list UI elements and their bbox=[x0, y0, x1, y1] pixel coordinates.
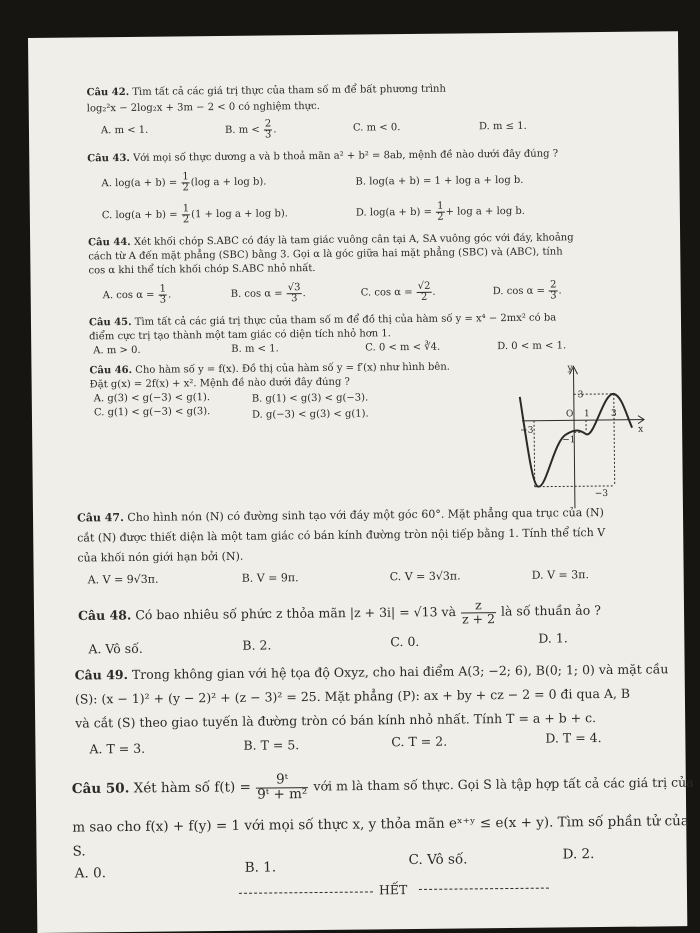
q44-option-b: B. cos α = $\frac{√3}{3}$ . bbox=[230, 282, 306, 305]
q49-option-c: C. T = 2. bbox=[391, 733, 448, 750]
q49-option-d: D. T = 4. bbox=[545, 730, 602, 746]
q49-option-a: A. T = 3. bbox=[89, 740, 146, 757]
q44-line1: Câu 44. Xét khối chóp S.ABC có đáy là tam giác vuông cân tại A, SA vuông góc với đáy, khoảng bbox=[88, 232, 574, 249]
derivative-curve bbox=[520, 394, 633, 487]
q47-line3: của khối nón giới hạn bởi (N). bbox=[77, 549, 244, 565]
footer-rule-left bbox=[239, 891, 373, 893]
exam-page bbox=[28, 31, 694, 933]
q42-option-d: D. m ≤ 1. bbox=[478, 120, 527, 133]
label-xm3: −3 bbox=[520, 425, 534, 436]
q47-option-b: B. V = 9π. bbox=[241, 571, 299, 585]
q44-option-a: A. cos α = $\frac{1}{3}$ . bbox=[102, 283, 172, 306]
q44-option-d: D. cos α = $\frac{2}{3}$ . bbox=[492, 279, 562, 302]
q46-line2: Đặt g(x) = 2f(x) + x². Mệnh đề nào dưới đây đúng ? bbox=[89, 376, 350, 391]
q42-line2: log₂²x − 2log₂x + 3m − 2 < 0 có nghiệm thực. bbox=[86, 100, 320, 115]
q50-line2: m sao cho f(x) + f(y) = 1 với mọi số thực x, y thỏa mãn eˣ⁺ʸ ≤ e(x + y). Tìm số phần tử của bbox=[72, 813, 689, 836]
q47-option-a: A. V = 9√3π. bbox=[87, 572, 159, 587]
q46-option-c: C. g(1) < g(−3) < g(3). bbox=[93, 406, 211, 419]
q47-line1: Câu 47. Cho hình nón (N) có đường sinh tạo với đáy một góc 60°. Mặt phẳng qua trục của (N) bbox=[76, 505, 604, 525]
label-ym1: −1 bbox=[562, 435, 576, 446]
x-axis-label: x bbox=[638, 424, 644, 435]
x-axis bbox=[522, 420, 644, 421]
q50-option-d: D. 2. bbox=[562, 846, 595, 863]
label-y3: 3 bbox=[577, 390, 584, 401]
q43-line1: Câu 43. Với mọi số thực dương a và b thoả mãn a² + b² = 8ab, mệnh đề nào dưới đây đúng ? bbox=[87, 148, 559, 165]
q45-option-c: C. 0 < m < ∛4. bbox=[365, 341, 441, 354]
q46-option-d: D. g(−3) < g(3) < g(1). bbox=[251, 408, 369, 421]
q50-line3: S. bbox=[72, 843, 86, 860]
q42-option-a: A. m < 1. bbox=[100, 124, 149, 137]
q49-option-b: B. T = 5. bbox=[243, 737, 300, 753]
q44-line3: cos α khi thể tích khối chóp S.ABC nhỏ nhất. bbox=[88, 263, 316, 277]
guide-x3 bbox=[614, 394, 615, 486]
q43-option-b: B. log(a + b) = 1 + log a + log b. bbox=[355, 174, 524, 188]
label-ym3: −3 bbox=[594, 488, 609, 500]
q48-option-d: D. 1. bbox=[538, 630, 568, 646]
q45-option-b: B. m < 1. bbox=[231, 343, 279, 355]
q48-option-b: B. 2. bbox=[242, 637, 272, 653]
derivative-graph bbox=[517, 362, 649, 513]
q42-line1: Câu 42. Tìm tất cả các giá trị thực của tham số m để bất phương trình bbox=[86, 83, 446, 99]
q46-line1: Câu 46. Cho hàm số y = f(x). Đồ thị của hàm số y = f′(x) như hình bên. bbox=[89, 361, 450, 377]
q44-line2: cách từ A đến mặt phẳng (SBC) bằng 3. Gọi α là góc giữa hai mặt phẳng (SBC) và (ABC), tính bbox=[88, 246, 563, 263]
footer-rule-right bbox=[419, 888, 549, 890]
q50-line1: Câu 50. Xét hàm số f(t) = $\frac{\text{9ᵗ}}{\text{9ᵗ + m²}}$ với m là tham số thực. Gọi S là tập hợp tất cả các giá trị của bbox=[71, 771, 694, 803]
q48-option-a: A. Vô số. bbox=[88, 640, 143, 657]
q48-line1: Câu 48. Có bao nhiêu số phức z thỏa mãn |z + 3i| = √13 và $\frac{z}{z + 2}$ là số thuần ảo ? bbox=[77, 597, 601, 626]
q45-option-d: D. 0 < m < 1. bbox=[497, 340, 567, 353]
q47-option-d: D. V = 3π. bbox=[531, 568, 590, 582]
q50-option-b: B. 1. bbox=[244, 859, 277, 876]
q45-option-a: A. m > 0. bbox=[93, 344, 141, 357]
q45-line2: điểm cực trị tạo thành một tam giác có diện tích nhỏ hơn 1. bbox=[89, 328, 392, 343]
q47-option-c: C. V = 3√3π. bbox=[389, 569, 461, 584]
q49-line2: (S): (x − 1)² + (y − 2)² + (z − 3)² = 25. Mặt phẳng (P): ax + by + cz − 2 = 0 đi qua A, B bbox=[74, 685, 631, 707]
q47-line2: cắt (N) được thiết diện là một tam giác có bán kính đường tròn nội tiếp bằng 1. Tính thể tích V bbox=[77, 525, 606, 545]
label-x3: 3 bbox=[610, 408, 617, 419]
q45-line1: Câu 45. Tìm tất cả các giá trị thực của tham số m để đồ thị của hàm số y = x⁴ − 2mx² có ba bbox=[88, 312, 557, 329]
q46-option-b: B. g(1) < g(3) < g(−3). bbox=[251, 392, 369, 405]
q43-option-c: C. log(a + b) = $\frac{1}{2}$ (1 + log a + log b). bbox=[101, 203, 288, 226]
label-x1: 1 bbox=[583, 409, 590, 420]
end-marker: HẾT bbox=[378, 882, 408, 898]
y-axis-label: y bbox=[567, 363, 573, 374]
q50-option-c: C. Vô số. bbox=[408, 851, 468, 869]
q48-option-c: C. 0. bbox=[390, 633, 420, 650]
q50-option-a: A. 0. bbox=[74, 865, 107, 882]
q49-line1: Câu 49. Trong không gian với hệ tọa độ Oxyz, cho hai điểm A(3; −2; 6), B(0; 1; 0) và mặt cầu bbox=[74, 661, 669, 683]
q42-option-b: B. m < $\frac{2}{3}$ . bbox=[224, 118, 277, 141]
q43-option-a: A. log(a + b) = $\frac{1}{2}$ (log a + log b). bbox=[101, 171, 267, 194]
q43-option-d: D. log(a + b) = $\frac{1}{2}$ + log a + log b. bbox=[355, 200, 526, 223]
q49-line3: và cắt (S) theo giao tuyến là đường tròn có bán kính nhỏ nhất. Tính T = a + b + c. bbox=[75, 710, 597, 731]
q46-option-a: A. g(3) < g(−3) < g(1). bbox=[93, 392, 211, 405]
q44-option-c: C. cos α = $\frac{√2}{2}$ . bbox=[360, 280, 436, 303]
origin-label: O bbox=[565, 409, 574, 420]
q42-option-c: C. m < 0. bbox=[352, 122, 401, 134]
